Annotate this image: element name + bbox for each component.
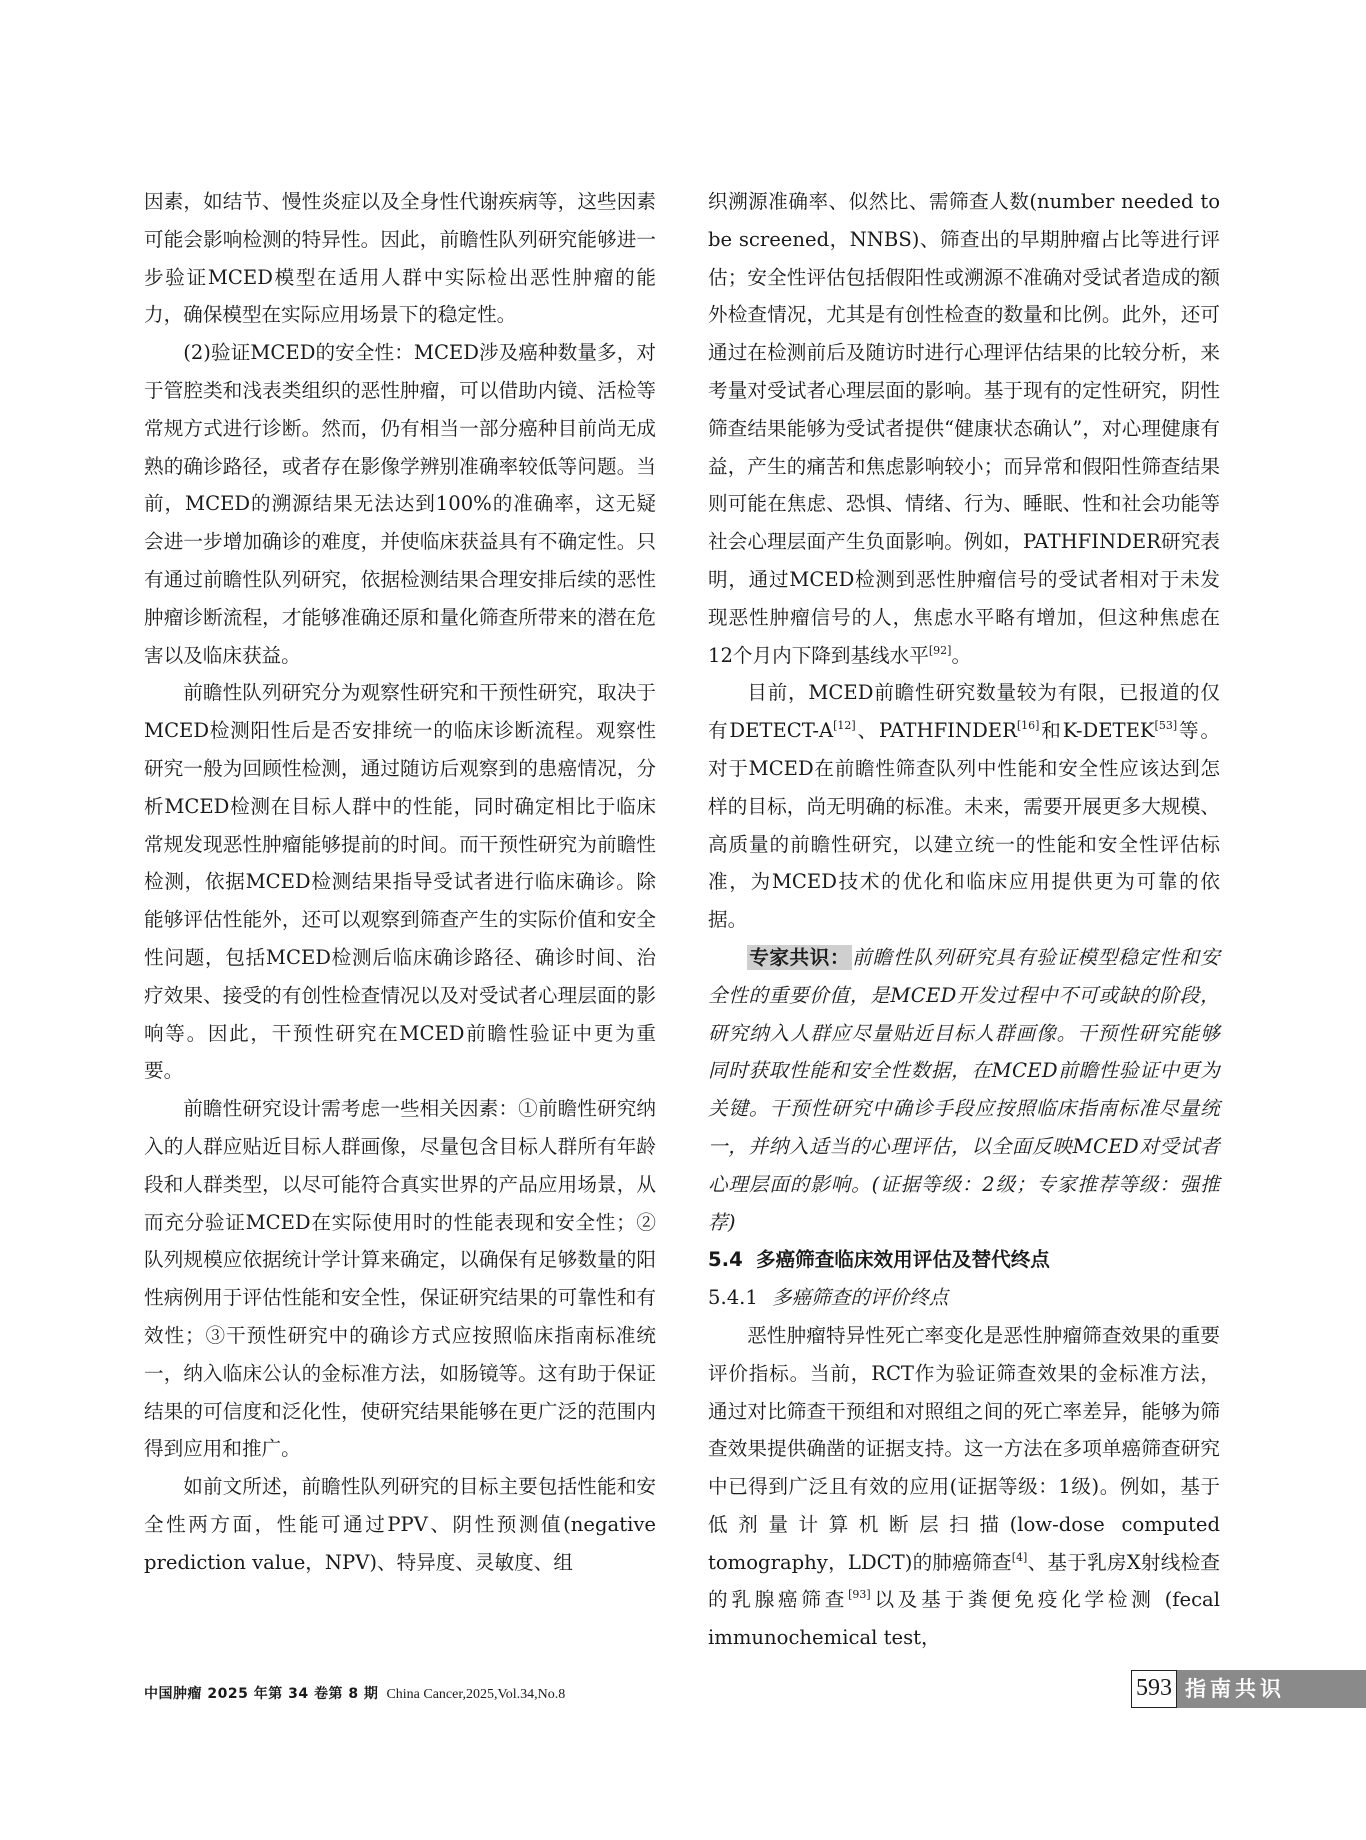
paragraph-text: 目前，MCED前瞻性研究数量较为有限，已报道的仅有DETECT-A [708,681,1220,743]
paragraph-text: 和K-DETEK [1039,719,1155,743]
subsection-number: 5.4.1 [708,1286,758,1310]
paragraph [708,674,1220,939]
section-number: 5.4 [708,1248,743,1272]
section-title: 多癌筛查临床效用评估及替代终点 [756,1248,1050,1272]
citation: [53] [1154,719,1178,733]
right-column [708,183,1220,1657]
expert-consensus-label: 专家共识： [749,945,851,969]
paragraph-text: 。 [951,643,972,667]
expert-consensus [708,939,1220,1241]
section-label: 指南共识 [1177,1670,1366,1708]
expert-consensus-text: 前瞻性队列研究具有验证模型稳定性和安全性的重要价值，是MCED开发过程中不可或缺的阶段，研究纳入人群应尽量贴近目标人群画像。干预性研究能够同时获取性能和安全性数据，在MCED前瞻性验证中更为关键。干预性研究中确诊手段应按照临床指南标准尽量统一，并纳入适当的心理评估，以全面反映MCED对受试者心理层面的影响。(证据等级：2级；专家推荐等级：强推荐) [708,945,1221,1234]
citation: [93] [848,1588,871,1602]
paragraph-text: 、PATHFINDER [855,719,1017,743]
paragraph-text: 等。对于MCED在前瞻性筛查队列中性能和安全性应该达到怎样的目标，尚无明确的标准。未来，需要开展更多大规模、高质量的前瞻性研究，以建立统一的性能和安全性评估标准，为MCED技术的优化和临床应用提供更为可靠的依据。 [708,719,1220,932]
journal-footer [144,1683,565,1703]
paragraph: 前瞻性队列研究分为观察性研究和干预性研究，取决于MCED检测阳性后是否安排统一的临床诊断流程。观察性研究一般为回顾性检测，通过随访后观察到的患癌情况，分析MCED检测在目标人群中的性能，同时确定相比于临床常规发现恶性肿瘤能够提前的时间。而干预性研究为前瞻性检测，依据MCED检测结果指导受试者进行临床确诊。除能够评估性能外，还可以观察到筛查产生的实际价值和安全性问题，包括MCED检测后临床确诊路径、确诊时间、治疗效果、接受的有创性检查情况以及对受试者心理层面的影响等。因此，干预性研究在MCED前瞻性验证中更为重要。 [144,681,656,1083]
paragraph [708,183,1220,674]
paragraph: 前瞻性研究设计需考虑一些相关因素：①前瞻性研究纳入的人群应贴近目标人群画像，尽量包含目标人群所有年龄段和人群类型，以尽可能符合真实世界的产品应用场景，从而充分验证MCED在实际使用时的性能表现和安全性；②队列规模应依据统计学计算来确定，以确保有足够数量的阳性病例用于评估性能和安全性，保证研究结果的可靠性和有效性；③干预性研究中的确诊方式应按照临床指南标准统一，纳入临床公认的金标准方法，如肠镜等。这有助于保证结果的可信度和泛化性，使研究结果能够在更广泛的范围内得到应用和推广。 [144,1097,656,1461]
subsection-title: 多癌筛查的评价终点 [772,1286,949,1310]
citation: [12] [833,719,856,733]
paragraph [708,1317,1220,1657]
citation: [16] [1016,719,1040,733]
left-column [144,183,656,1581]
paragraph-text: 恶性肿瘤特异性死亡率变化是恶性肿瘤筛查效果的重要评价指标。当前，RCT作为验证筛查效果的金标准方法，通过对比筛查干预组和对照组之间的死亡率差异，能够为筛查效果提供确凿的证据支持。这一方法在多项单癌筛查研究中已得到广泛且有效的应用(证据等级：1级)。例如，基于低剂量计算机断层扫描(low-dose computed tomography，LDCT)的肺癌筛查 [708,1323,1220,1574]
paragraph: 因素，如结节、慢性炎症以及全身性代谢疾病等，这些因素可能会影响检测的特异性。因此，前瞻性队列研究能够进一步验证MCED模型在适用人群中实际检出恶性肿瘤的能力，确保模型在实际应用场景下的稳定性。 [144,190,656,327]
paragraph-text: 以及基于粪便免疫化学检测 (fecal immunochemical test， [708,1588,1220,1650]
journal-name-zh: 中国肿瘤 2025 年第 34 卷第 8 期 [144,1686,379,1702]
citation: [4] [1011,1550,1028,1564]
subsection-heading [708,1279,1220,1317]
paragraph-text: 织溯源准确率、似然比、需筛查人数(number needed to be screened，NNBS)、筛查出的早期肿瘤占比等进行评估；安全性评估包括假阳性或溯源不准确对受试者造成的额外检查情况，尤其是有创性检查的数量和比例。此外，还可通过在检测前后及随访时进行心理评估结果的比较分析，来考量对受试者心理层面的影响。基于现有的定性研究，阴性筛查结果能够为受试者提供“健康状态确认”，对心理健康有益，产生的痛苦和焦虑影响较小；而异常和假阳性筛查结果则可能在焦虑、恐惧、情绪、行为、睡眠、性和社会功能等社会心理层面产生负面影响。例如，PATHFINDER研究表明，通过MCED检测到恶性肿瘤信号的受试者相对于未发现恶性肿瘤信号的人，焦虑水平略有增加，但这种焦虑在12个月内下降到基线水平 [708,190,1220,667]
page-number: 593 [1131,1670,1177,1708]
section-heading [708,1241,1220,1279]
paragraph: 如前文所述，前瞻性队列研究的目标主要包括性能和安全性两方面，性能可通过PPV、阴性预测值(negative prediction value，NPV)、特异度、灵敏度、组 [144,1475,656,1574]
paragraph: (2)验证MCED的安全性：MCED涉及癌种数量多，对于管腔类和浅表类组织的恶性肿瘤，可以借助内镜、活检等常规方式进行诊断。然而，仍有相当一部分癌种目前尚无成熟的确诊路径，或者存在影像学辨别准确率较低等问题。当前，MCED的溯源结果无法达到100%的准确率，这无疑会进一步增加确诊的难度，并使临床获益具有不确定性。只有通过前瞻性队列研究，依据检测结果合理安排后续的恶性肿瘤诊断流程，才能够准确还原和量化筛查所带来的潜在危害以及临床获益。 [144,341,656,667]
journal-name-en: China Cancer,2025,Vol.34,No.8 [386,1687,566,1702]
citation: [92] [928,643,952,657]
paragraph-text: 、基于乳房X射线检查的乳腺癌筛查 [708,1550,1220,1612]
